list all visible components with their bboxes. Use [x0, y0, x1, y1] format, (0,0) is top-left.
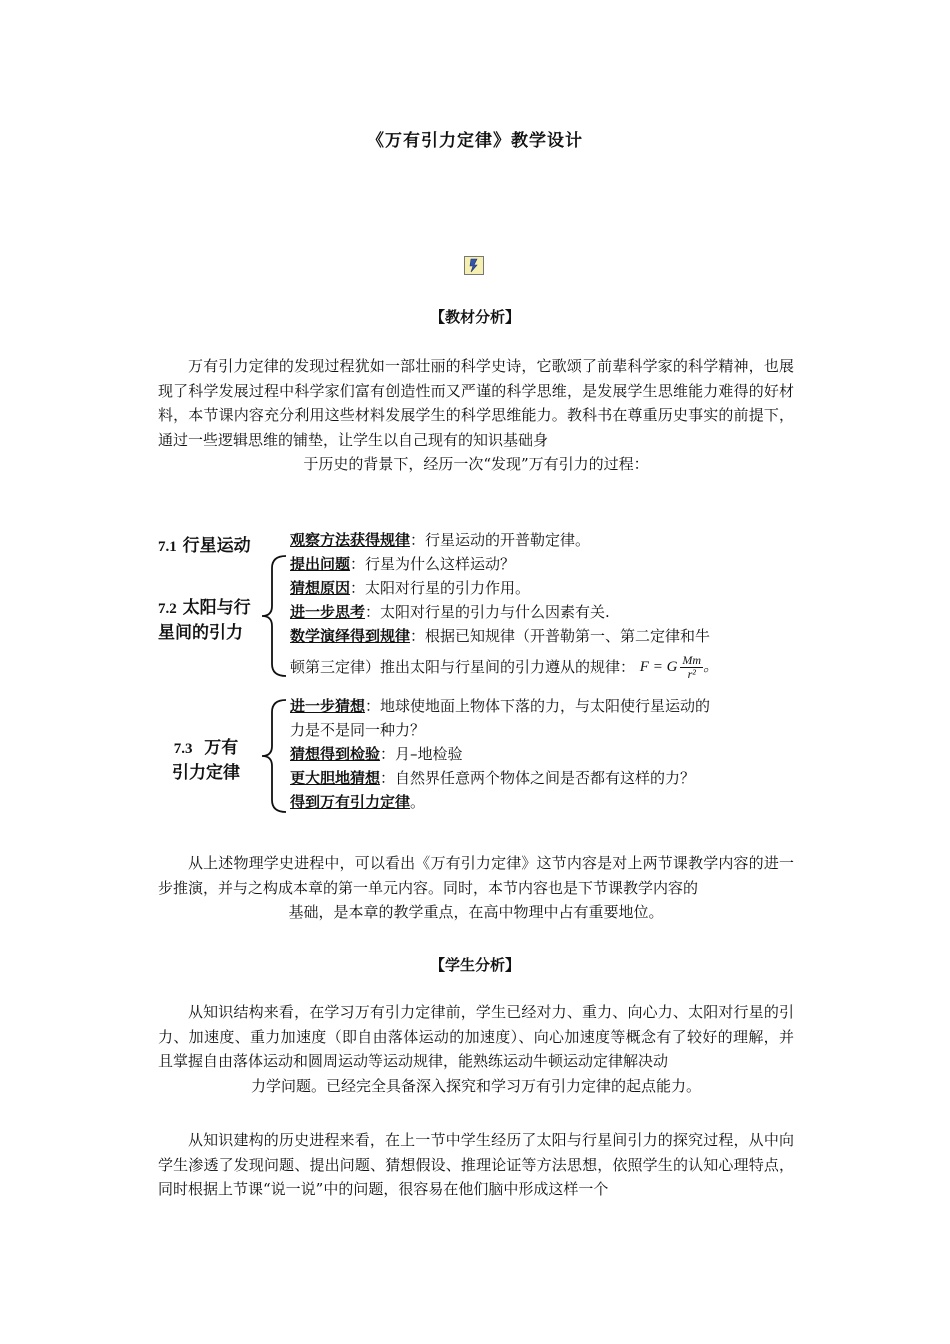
document-title: 《万有引力定律》教学设计: [367, 131, 583, 151]
paragraph-body: 从知识建构的历史进程来看，在上一节中学生经历了太阳与行星间引力的探究过程，从中向学生渗透了发现问题、提出问题、猜想假设、推理论证等方法思想，依照学生的认知心理特点，同时根据上节课“说一说”中的问题，很容易在他们脑中形成这样一个: [158, 1131, 794, 1198]
diagram-item: 猜想得到检验：月–地检验: [290, 745, 463, 763]
paragraph-body: 万有引力定律的发现过程犹如一部壮丽的科学史诗，它歌颂了前辈科学家的科学精神，也展现了科学发展过程中科学家们富有创造性而又严谨的科学思维，是发展学生思维能力难得的好材料，本节课内容充分利用这些材料发展学生的科学思维能力。教科书在尊重历史事实的前提下，通过一些逻辑思维的铺垫，让学生以自己现有的知识基础身: [158, 357, 794, 449]
chapter-7-1: 7.1 行星运动: [158, 536, 251, 556]
chapter-7-3: 7.3 万有 引力定律: [172, 738, 240, 783]
concept-diagram: [150, 520, 810, 820]
textbook-analysis-paragraph: [158, 354, 794, 477]
diagram-item: 猜想原因：太阳对行星的引力作用。: [290, 579, 531, 597]
chapter-7-2: 7.2 太阳与行 星间的引力: [158, 598, 251, 643]
paragraph-tail: 基础，是本章的教学重点，在高中物理中占有重要地位。: [288, 903, 664, 921]
diagram-item: 得到万有引力定律。: [290, 793, 426, 811]
textbook-analysis-heading: 【教材分析】: [429, 308, 520, 326]
diagram-item: 数学演绎得到规律：根据已知规律（开普勒第一、第二定律和牛: [290, 627, 711, 645]
document-object-icon[interactable]: [464, 256, 484, 275]
diagram-item: 力是不是同一种力？: [290, 721, 426, 739]
brace-7-3: [258, 698, 288, 814]
student-analysis-heading: 【学生分析】: [429, 956, 520, 974]
brace-7-2: [258, 554, 288, 678]
after-diagram-paragraph: [158, 851, 794, 925]
paragraph-body: 从上述物理学史进程中，可以看出《万有引力定律》这节内容是对上两节课教学内容的进一步推演，并与之构成本章的第一单元内容。同时，本节内容也是下节课教学内容的: [158, 854, 794, 897]
diagram-item-formula-line: 顿第三定律）推出太阳与行星间的引力遵从的规律： F = G $\frac{Mm}{\text{r²}}$ 。: [290, 653, 719, 681]
paragraph-body: 从知识结构来看，在学习万有引力定律前，学生已经对力、重力、向心力、太阳对行星的引力、加速度、重力加速度（即自由落体运动的加速度）、向心加速度等概念有了较好的理解，并且掌握自由落体运动和圆周运动等运动规律，能熟练运动牛顿运动定律解决动: [158, 1003, 794, 1070]
diagram-item: 进一步思考：太阳对行星的引力与什么因素有关.: [290, 603, 610, 621]
gravitation-formula: F = G $\frac{Mm}{\text{r²}}$ 。: [639, 653, 719, 681]
student-analysis-paragraph-1: [158, 1000, 794, 1098]
diagram-item: 观察方法获得规律：行星运动的开普勒定律。: [290, 531, 591, 549]
paragraph-tail: 力学问题。已经完全具备深入探究和学习万有引力定律的起点能力。: [250, 1076, 701, 1095]
student-analysis-paragraph-2: [158, 1128, 794, 1202]
diagram-item: 更大胆地猜想：自然界任意两个物体之间是否都有这样的力？: [290, 769, 696, 787]
diagram-item: 进一步猜想：地球使地面上物体下落的力，与太阳使行星运动的: [290, 697, 711, 715]
diagram-item: 提出问题：行星为什么这样运动？: [290, 555, 516, 573]
paragraph-tail: 于历史的背景下，经历一次“发现”万有引力的过程：: [303, 455, 649, 473]
